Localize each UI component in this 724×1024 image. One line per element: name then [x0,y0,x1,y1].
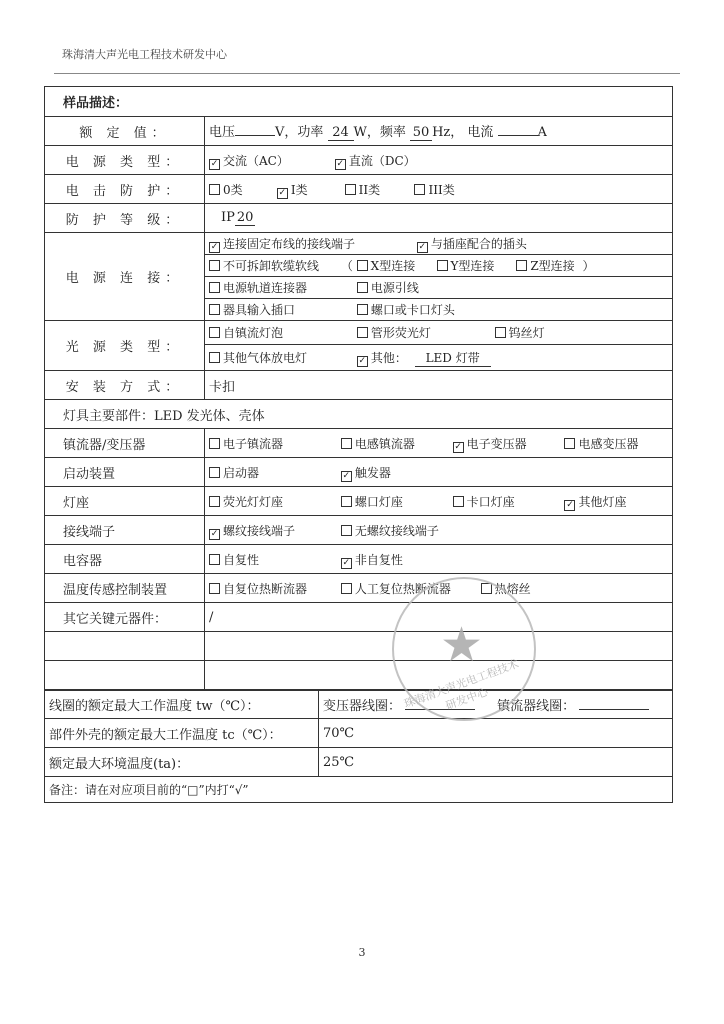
sample-form-table [44,86,673,803]
option-screw-holder[interactable]: 螺口灯座 [341,493,445,510]
option-fluorescent[interactable]: 管形荧光灯 [357,324,487,341]
checkbox-icon[interactable] [341,583,352,594]
option-track-connector[interactable]: 电源轨道连接器 [209,279,349,296]
connection-row-2: 不可拆卸软缆软线 （ X型连接 Y型连接 Z型连接 ） [205,255,673,277]
connection-row-3 [205,277,673,299]
other-key-label: 其它关键元器件： [45,603,205,632]
option-fluorescent-holder[interactable]: 荧光灯灯座 [209,493,333,510]
checkbox-icon[interactable] [209,260,220,271]
checkbox-icon[interactable]: ✓ [342,470,351,481]
checkbox-icon[interactable] [357,260,368,271]
connection-row-1 [205,233,673,255]
option-manual-reset-cutout[interactable]: 人工复位热断流器 [341,580,473,597]
option-ac[interactable]: ✓ 交流（AC） [210,153,289,169]
checkbox-icon[interactable]: ✓ [210,528,219,539]
official-seal [392,577,536,721]
ambient-temp-label: 额定最大环境温度(ta)： [45,748,319,777]
checkbox-icon[interactable]: ✓ [278,187,287,198]
option-plug[interactable]: ✓ 与插座配合的插头 [418,237,527,252]
note: 备注：请在对应项目前的“□”内打“√” [45,777,673,803]
checkbox-icon[interactable] [209,496,220,507]
other-key-value: / [205,603,673,632]
option-inductive-ballast[interactable]: 电感镇流器 [341,435,445,452]
capacitor-options [205,545,673,574]
install-value: 卡扣 [205,371,673,400]
holder-options [205,487,673,516]
option-auto-reset-cutout[interactable]: 自复位热断流器 [209,580,333,597]
blank-cell [45,661,205,690]
checkbox-icon[interactable]: ✓ [210,158,219,169]
checkbox-icon[interactable] [209,304,220,315]
checkbox-icon[interactable] [345,184,356,195]
terminal-options [205,516,673,545]
option-non-detachable[interactable]: 不可拆卸软缆软线 [209,257,333,274]
option-class-3[interactable]: III类 [414,181,454,198]
option-y-type[interactable]: Y型连接 [437,257,509,274]
coil-temp-label: 线圈的额定最大工作温度 tw（℃）： [45,690,319,719]
thermal-label: 温度传感控制装置 [45,574,205,603]
option-other-source[interactable]: ✓ 其他： [358,350,407,366]
rated-label: 额 定 值： [45,117,205,146]
option-electronic-ballast[interactable]: 电子镇流器 [209,435,333,452]
option-class-2[interactable]: II类 [345,181,407,198]
checkbox-icon[interactable] [209,352,220,363]
option-other-holder[interactable]: ✓ 其他灯座 [566,494,627,510]
checkbox-icon[interactable] [341,525,352,536]
checkbox-icon[interactable]: ✓ [418,242,427,252]
checkbox-icon[interactable] [437,260,448,271]
page-number: 3 [358,946,366,959]
option-screwless-terminal[interactable]: 无螺纹接线端子 [341,522,439,539]
option-inlet[interactable]: 器具输入插口 [209,301,349,318]
connection-label: 电 源 连 接： [45,233,205,321]
section-title: 样品描述： [45,87,673,117]
option-x-type[interactable]: X型连接 [357,257,429,274]
ip-label: 防 护 等 级： [45,204,205,233]
option-bayonet-holder[interactable]: 卡口灯座 [453,493,557,510]
ip-value: 20 [236,210,254,225]
light-source-row-1 [205,321,673,345]
checkbox-icon[interactable]: ✓ [210,242,219,252]
shock-options [205,175,673,204]
checkbox-icon[interactable]: ✓ [358,355,367,366]
starter-options [205,458,673,487]
option-fixed-terminal[interactable]: ✓ 连接固定布线的接线端子 [210,237,356,252]
checkbox-icon[interactable] [209,184,220,195]
ballast-options [205,429,673,458]
ip-value-cell: IP 20 [205,204,673,233]
header-line [54,73,680,74]
option-z-type[interactable]: Z型连接 [516,257,574,274]
shock-label: 电 击 防 护： [45,175,205,204]
ballast-label: 镇流器/变压器 [45,429,205,458]
shell-temp-label: 部件外壳的额定最大工作温度 tc（℃）： [45,719,319,748]
option-electronic-transformer[interactable]: ✓ 电子变压器 [454,436,527,452]
checkbox-icon[interactable] [495,327,506,338]
option-thermal-fuse[interactable]: 热熔丝 [481,580,531,597]
option-lead-wire[interactable]: 电源引线 [357,279,419,296]
ambient-temp-value: 25℃ [319,748,673,777]
checkbox-icon[interactable] [564,438,575,449]
blank-cell [45,632,205,661]
option-trigger[interactable]: ✓ 触发器 [342,465,391,481]
shell-temp-value: 70℃ [319,719,673,748]
checkbox-icon[interactable]: ✓ [566,499,574,510]
option-self-ballasted[interactable]: 自镇流灯泡 [209,324,349,341]
connection-row-4 [205,299,673,321]
option-starter[interactable]: 启动器 [209,464,333,481]
checkbox-icon[interactable] [209,282,220,293]
checkbox-icon[interactable]: ✓ [342,557,351,568]
checkbox-icon[interactable] [453,496,464,507]
star-icon: ★ [440,617,484,673]
checkbox-icon[interactable] [357,282,368,293]
checkbox-icon[interactable] [209,327,220,338]
option-screw-terminal[interactable]: ✓ 螺纹接线端子 [210,523,296,539]
power-type-label: 电 源 类 型： [45,146,205,175]
holder-label: 灯座 [45,487,205,516]
option-inductive-transformer[interactable]: 电感变压器 [564,435,638,452]
coil-temp-values: 变压器线圈： 镇流器线圈： [319,690,673,719]
option-self-healing[interactable]: 自复性 [209,551,333,568]
checkbox-icon[interactable]: ✓ [454,441,462,452]
checkbox-icon[interactable] [341,496,352,507]
option-non-self-healing[interactable]: ✓ 非自复性 [342,552,403,568]
checkbox-icon[interactable] [357,304,368,315]
option-class-0[interactable]: 0类 [209,181,269,198]
checkbox-icon[interactable] [414,184,425,195]
checkbox-icon[interactable] [209,583,220,594]
main-parts: 灯具主要部件：LED 发光体、壳体 [45,400,673,429]
install-label: 安 装 方 式： [45,371,205,400]
option-lamp-cap[interactable]: 螺口或卡口灯头 [357,301,455,318]
option-gas-discharge[interactable]: 其他气体放电灯 [209,349,349,366]
rated-values: 电压 V，功率 24 W，频率 50 Hz， 电流 A [205,117,673,146]
option-dc[interactable]: ✓ 直流（DC） [336,153,416,169]
checkbox-icon[interactable] [341,438,352,449]
light-source-label: 光 源 类 型： [45,321,205,371]
seal-text: 珠海清大声光电工程技术研发中心 [402,657,521,713]
power-type-options [205,146,673,175]
checkbox-icon[interactable] [209,467,220,478]
terminal-label: 接线端子 [45,516,205,545]
other-source-value: LED 灯带 [415,349,491,367]
checkbox-icon[interactable] [357,327,368,338]
light-source-row-2 [205,345,673,371]
checkbox-icon[interactable] [209,438,220,449]
checkbox-icon[interactable] [209,554,220,565]
capacitor-label: 电容器 [45,545,205,574]
option-class-1[interactable]: ✓ I类 [278,182,308,198]
checkbox-icon[interactable] [516,260,527,271]
option-tungsten[interactable]: 钨丝灯 [495,324,545,341]
header-org: 珠海清大声光电工程技术研发中心 [62,48,227,61]
starter-label: 启动装置 [45,458,205,487]
checkbox-icon[interactable]: ✓ [336,158,345,169]
